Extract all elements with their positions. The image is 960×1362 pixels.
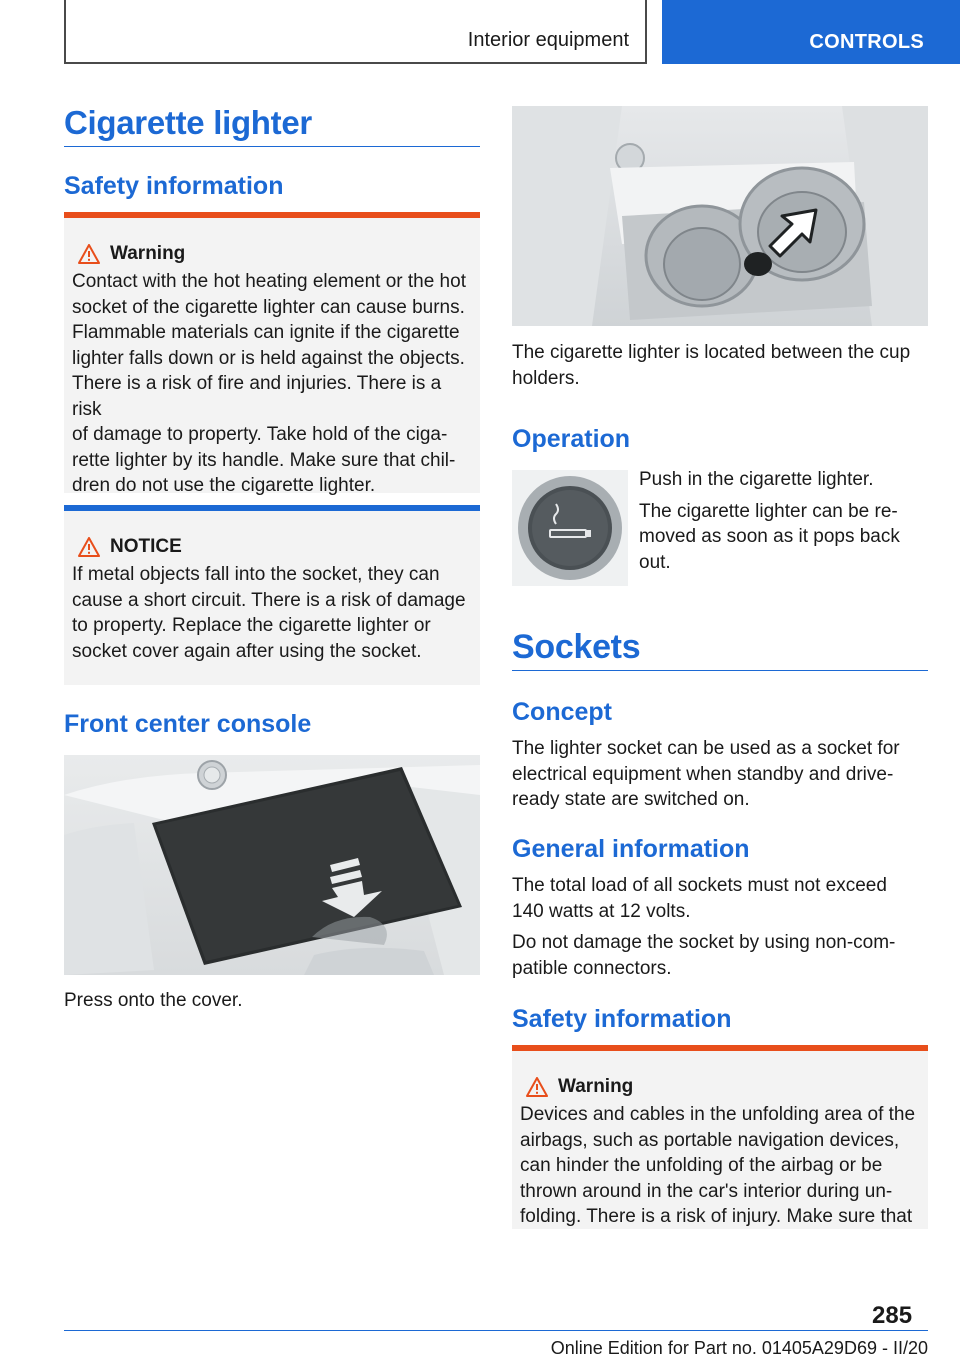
warning-notice-right	[512, 1045, 928, 1229]
warning-line: airbags, such as portable navigation devices,	[520, 1129, 900, 1151]
concept-line: electrical equipment when standby and drive-	[512, 763, 894, 785]
caption-line: holders.	[512, 367, 580, 389]
general-text-1	[512, 873, 887, 924]
warning-title: Warning	[558, 1076, 634, 1097]
safety-heading: Safety information	[64, 172, 284, 200]
warning-line: rette lighter by its handle. Make sure that chil‐	[72, 449, 456, 471]
header-section-box	[64, 0, 647, 64]
notice-box	[64, 505, 480, 685]
warning-notice	[64, 212, 480, 496]
warning-text	[520, 1102, 920, 1229]
operation-line: Push in the cigarette lighter.	[639, 469, 874, 490]
caption-line: The cigarette lighter is located between the cup	[512, 342, 911, 363]
safety-heading-right: Safety information	[512, 1005, 732, 1033]
concept-line: ready state are switched on.	[512, 789, 750, 810]
warning-triangle-icon	[526, 1077, 548, 1097]
notice-title: NOTICE	[110, 536, 182, 557]
warning-line: Flammable materials can ignite if the cigarette	[72, 322, 460, 343]
notice-body	[64, 511, 480, 685]
cup-holder-illustration	[512, 106, 928, 326]
title-rule	[64, 146, 480, 147]
general-line: The total load of all sockets must not exceed	[512, 875, 887, 896]
cigarette-lighter-icon	[512, 470, 628, 586]
warning-line: Devices and cables in the unfolding area of the	[520, 1104, 916, 1125]
cupholder-caption	[512, 340, 910, 391]
warning-text	[72, 269, 472, 499]
operation-line: out.	[639, 551, 671, 573]
general-line: patible connectors.	[512, 957, 672, 979]
header-chapter-title: CONTROLS	[809, 31, 924, 53]
lighter-button-photo	[512, 470, 628, 586]
general-heading: General information	[512, 835, 750, 863]
operation-heading: Operation	[512, 425, 631, 453]
console-caption: Press onto the cover.	[64, 990, 243, 1011]
warning-body	[64, 218, 480, 496]
notice-triangle-icon	[78, 537, 100, 557]
sockets-title: Sockets	[512, 628, 641, 666]
warning-line: There is a risk of fire and injuries. There is a risk	[72, 373, 442, 420]
notice-line: If metal objects fall into the socket, they can	[72, 564, 440, 585]
operation-text	[639, 467, 929, 575]
warning-line: of damage to property. Take hold of the ciga‐	[72, 424, 448, 445]
sockets-rule	[512, 670, 928, 671]
concept-heading: Concept	[512, 698, 612, 726]
notice-line: socket cover again after using the socket.	[72, 640, 422, 662]
operation-line: The cigarette lighter can be re‐	[639, 500, 898, 522]
concept-line: The lighter socket can be used as a socket for	[512, 738, 900, 759]
warning-line: thrown around in the car's interior during un‐	[520, 1180, 893, 1202]
warning-line: socket of the cigarette lighter can cause burns.	[72, 296, 465, 318]
general-line: 140 watts at 12 volts.	[512, 900, 691, 922]
console-photo	[64, 755, 480, 975]
general-text-2	[512, 930, 895, 981]
warning-title: Warning	[110, 243, 186, 264]
center-console-illustration	[64, 755, 480, 975]
notice-line: to property. Replace the cigarette lighter or	[72, 615, 431, 636]
header-chapter-box	[662, 0, 960, 64]
warning-line: lighter falls down or is held against the objects.	[72, 347, 465, 369]
page-number: 285	[872, 1302, 913, 1329]
general-line: Do not damage the socket by using non-com‐	[512, 932, 896, 953]
warning-triangle-icon	[78, 244, 100, 264]
operation-line: moved as soon as it pops back	[639, 526, 900, 547]
console-heading: Front center console	[64, 710, 312, 738]
footer-rule	[64, 1330, 928, 1331]
warning-line: Contact with the hot heating element or the hot	[72, 271, 466, 292]
concept-text	[512, 736, 900, 813]
notice-text	[72, 562, 472, 664]
warning-line: dren do not use the cigarette lighter.	[72, 475, 376, 496]
warning-body	[512, 1051, 928, 1229]
notice-line: cause a short circuit. There is a risk of damage	[72, 589, 466, 611]
warning-line: can hinder the unfolding of the airbag or be	[520, 1155, 883, 1176]
footer-edition: Online Edition for Part no. 01405A29D69 - II/20	[550, 1338, 928, 1358]
warning-line: folding. There is a risk of injury. Make sure that	[520, 1206, 913, 1227]
header-section-title: Interior equipment	[467, 29, 629, 51]
cupholder-photo	[512, 106, 928, 326]
page-title: Cigarette lighter	[64, 104, 312, 141]
